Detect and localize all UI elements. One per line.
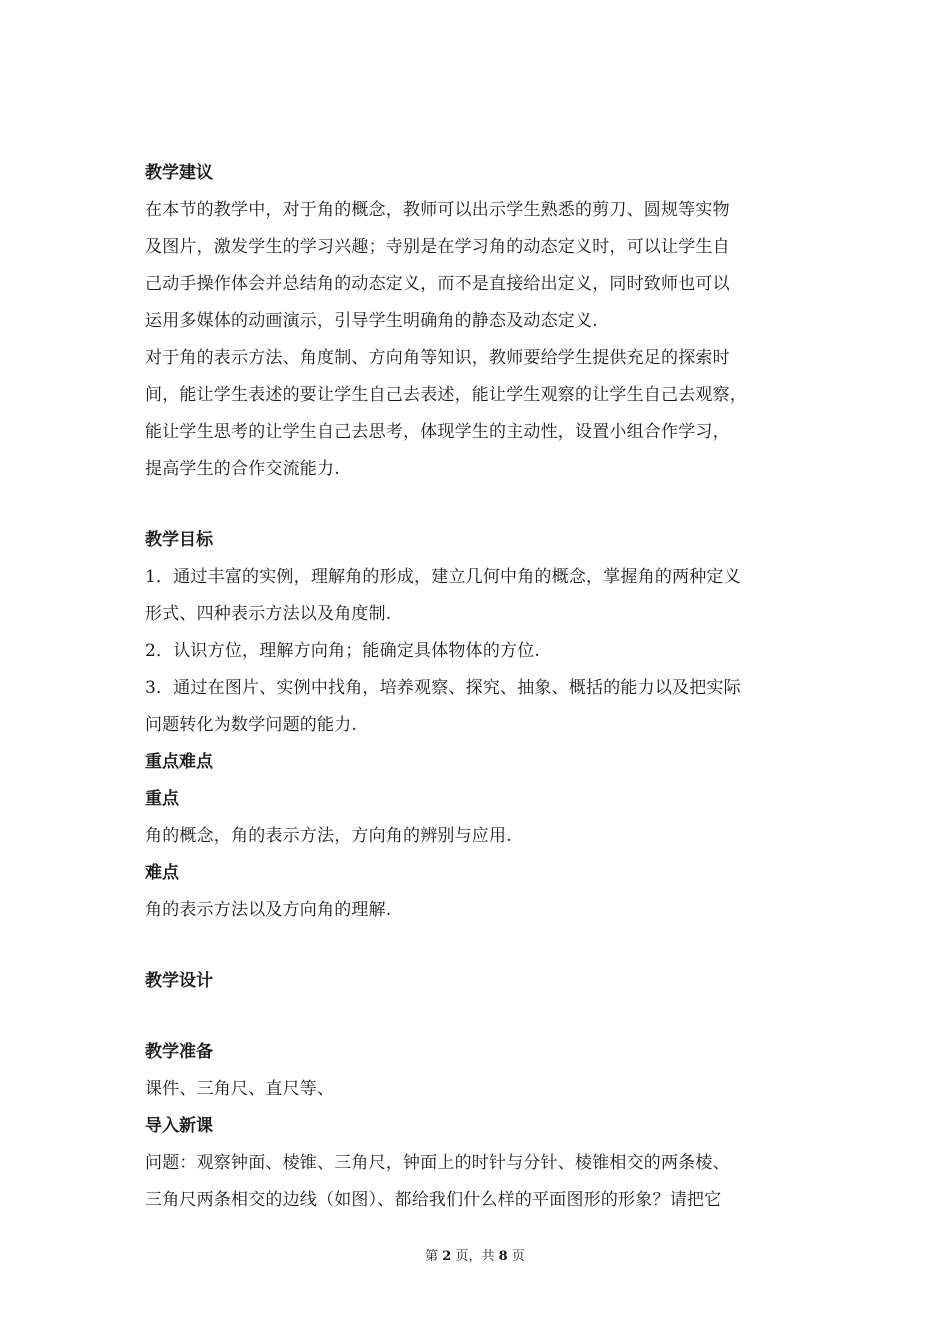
zhunbei-text: 课件、三角尺、直尺等、 bbox=[145, 1079, 335, 1099]
objective-line: 2．认识方位，理解方向角；能确定具体物体的方位. bbox=[145, 641, 541, 661]
subheading-nandian: 难点 bbox=[145, 863, 179, 883]
objective-line: 问题转化为数学问题的能力. bbox=[145, 715, 358, 735]
paragraph-line: 间，能让学生表述的要让学生自己去表述，能让学生观察的让学生自己去观察， bbox=[145, 385, 747, 405]
footer-suffix: 页 bbox=[511, 1249, 525, 1264]
paragraph-line: 对于角的表示方法、角度制、方向角等知识，教师要给学生提供充足的探索时 bbox=[145, 348, 730, 368]
subheading-zhongdian: 重点 bbox=[145, 789, 179, 809]
section-spacer bbox=[145, 1000, 825, 1034]
zhongdian-text: 角的概念，角的表示方法，方向角的辨别与应用. bbox=[145, 826, 512, 846]
section-heading-mubiao: 教学目标 bbox=[145, 530, 213, 550]
paragraph-line: 能让学生思考的让学生自己去思考，体现学生的主动性，设置小组合作学习， bbox=[145, 422, 730, 442]
section-heading-zhunbei: 教学准备 bbox=[145, 1042, 213, 1062]
paragraph-line: 提高学生的合作交流能力. bbox=[145, 459, 340, 479]
section-heading-sheji: 教学设计 bbox=[145, 971, 213, 991]
footer-page-number: 2 bbox=[442, 1249, 452, 1264]
section-spacer bbox=[145, 488, 825, 522]
objective-line: 1．通过丰富的实例，理解角的形成，建立几何中角的概念，掌握角的两种定义 bbox=[145, 567, 741, 587]
daoru-line: 三角尺两条相交的边线（如图）、都给我们什么样的平面图形的形象？请把它 bbox=[145, 1190, 722, 1210]
footer-prefix: 第 bbox=[425, 1249, 439, 1264]
footer-middle: 页，共 bbox=[455, 1249, 495, 1264]
section-heading-daoru: 导入新课 bbox=[145, 1116, 213, 1136]
nandian-text: 角的表示方法以及方向角的理解. bbox=[145, 900, 392, 920]
paragraph-line: 在本节的教学中，对于角的概念，教师可以出示学生熟悉的剪刀、圆规等实物 bbox=[145, 200, 730, 220]
section-heading-zhongdian-nandian: 重点难点 bbox=[145, 752, 213, 772]
paragraph-line: 己动手操作体会并总结角的动态定义，而不是直接给出定义，同时致师也可以 bbox=[145, 274, 730, 294]
document-body bbox=[145, 155, 825, 1219]
paragraph-line: 及图片，激发学生的学习兴趣；寺别是在学习角的动态定义时，可以让学生自 bbox=[145, 237, 730, 257]
paragraph-line: 运用多媒体的动画演示，引导学生明确角的静态及动态定义. bbox=[145, 311, 598, 331]
daoru-line: 问题：观察钟面、棱锥、三角尺，钟面上的时针与分针、棱锥相交的两条棱、 bbox=[145, 1153, 730, 1173]
footer-total-pages: 8 bbox=[498, 1249, 508, 1264]
objective-line: 形式、四种表示方法以及角度制. bbox=[145, 604, 392, 624]
section-spacer bbox=[145, 929, 825, 963]
section-heading-jianyi: 教学建议 bbox=[145, 163, 213, 183]
page-footer bbox=[0, 1245, 950, 1264]
objective-line: 3．通过在图片、实例中找角，培养观察、探究、抽象、概括的能力以及把实际 bbox=[145, 678, 741, 698]
